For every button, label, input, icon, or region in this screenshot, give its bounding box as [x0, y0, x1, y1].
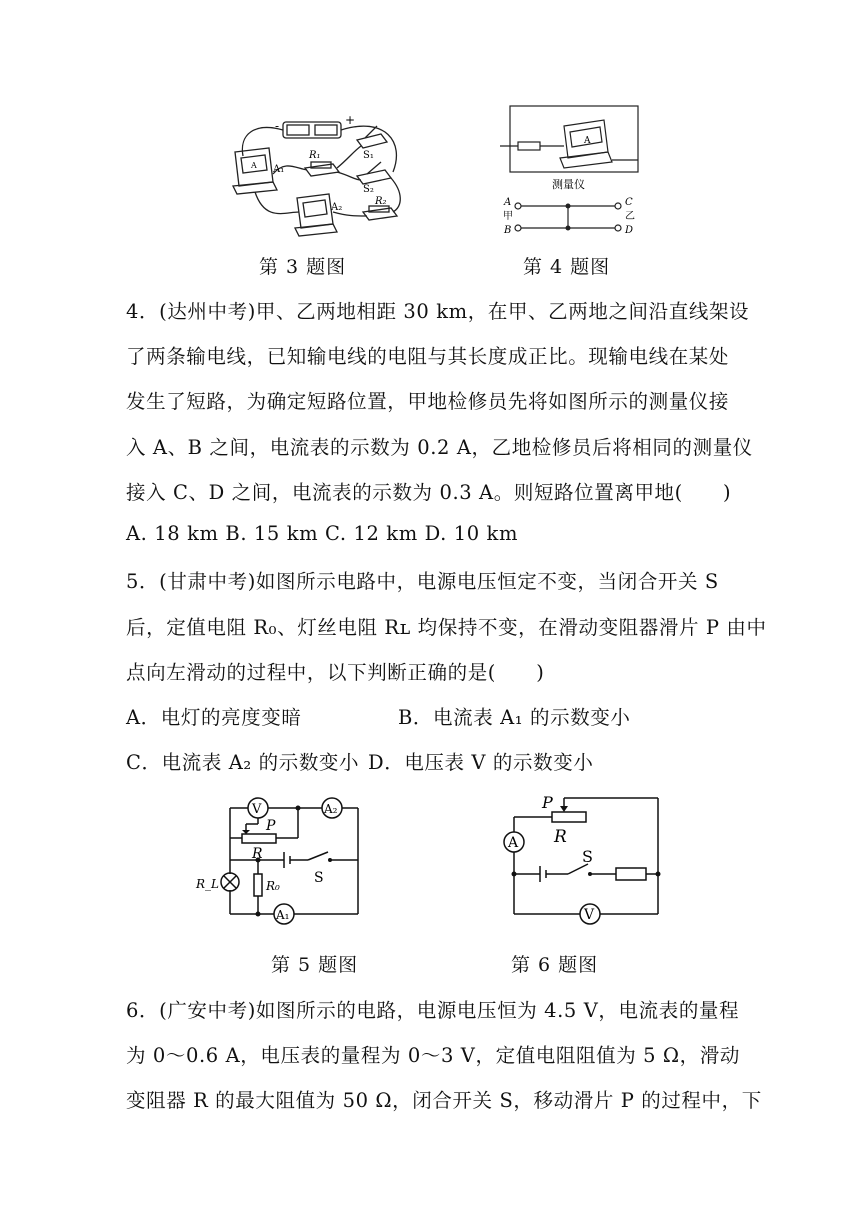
- q4-line-2: 了两条输电线，已知输电线的电阻与其长度成正比。现输电线在某处: [126, 345, 730, 368]
- q4-line-5: 接入 C、D 之间，电流表的示数为 0.3 A。则短路位置离甲地( ): [126, 481, 732, 504]
- fig5-a1-label: A₁: [276, 908, 290, 922]
- fig4-instrument-label: 测量仪: [552, 178, 585, 191]
- fig6-v-label: V: [584, 907, 595, 923]
- fig6-r-label: R: [554, 827, 567, 847]
- fig4-jia-label: 甲: [503, 211, 513, 222]
- fig5-r0-label: R₀: [266, 879, 280, 893]
- fig6-p-label: P: [542, 793, 553, 812]
- figure-6-caption: 第 6 题图: [511, 954, 599, 976]
- q5-option-c: C．电流表 A₂ 的示数变小: [126, 751, 360, 774]
- fig3-a1-label: A₁: [273, 164, 285, 175]
- fig5-r-label: R: [252, 846, 263, 862]
- fig5-rl-label: R_L: [196, 877, 220, 891]
- fig4-b-label: B: [504, 225, 512, 236]
- fig3-r2-label: R₂: [375, 196, 387, 207]
- q6-line-1: 6．(广安中考)如图所示的电路，电源电压恒为 4.5 V，电流表的量程: [126, 999, 740, 1022]
- fig4-c-label: C: [625, 197, 633, 208]
- q5-line-1: 5．(甘肃中考)如图所示电路中，电源电压恒定不变，当闭合开关 S: [126, 570, 719, 593]
- fig3-a-meter-label: A: [251, 161, 257, 170]
- fig3-a2-label: A₂: [331, 202, 343, 213]
- q5-line-2: 后，定值电阻 R₀、灯丝电阻 Rʟ 均保持不变，在滑动变阻器滑片 P 由中: [126, 616, 767, 639]
- figure-4-measuring: [500, 102, 650, 242]
- fig3-minus-label: -: [275, 119, 280, 133]
- figure-5-caption: 第 5 题图: [271, 954, 359, 976]
- fig6-s-label: S: [582, 847, 593, 866]
- q4-line-1: 4．(达州中考)甲、乙两地相距 30 km，在甲、乙两地之间沿直线架设: [126, 300, 750, 323]
- fig4-d-label: D: [625, 225, 634, 236]
- fig4-meter-label: A: [584, 136, 591, 146]
- q5-line-3: 点向左滑动的过程中，以下判断正确的是( ): [126, 661, 545, 684]
- figure-3-caption: 第 3 题图: [259, 256, 347, 278]
- q5-option-a: A．电灯的亮度变暗: [126, 706, 302, 729]
- q5-option-d: D．电压表 V 的示数变小: [368, 751, 594, 774]
- figure-4-caption: 第 4 题图: [523, 256, 611, 278]
- fig5-a2-label: A₂: [324, 802, 338, 816]
- q4-options: A. 18 km B. 15 km C. 12 km D. 10 km: [126, 522, 519, 545]
- fig3-s1-label: S₁: [363, 150, 374, 161]
- fig4-yi-label: 乙: [625, 211, 635, 222]
- fig3-plus-label: +: [345, 113, 356, 127]
- fig6-a-label: A: [508, 835, 519, 851]
- fig3-r1-label: R₁: [309, 150, 321, 161]
- fig4-a-label: A: [504, 197, 512, 208]
- figure-5-circuit: [190, 790, 380, 930]
- fig3-s2-label: S₂: [363, 184, 374, 195]
- fig5-s-label: S: [314, 870, 324, 886]
- q6-line-3: 变阻器 R 的最大阻值为 50 Ω，闭合开关 S，移动滑片 P 的过程中，下: [126, 1089, 762, 1112]
- q6-line-2: 为 0～0.6 A，电压表的量程为 0～3 V，定值电阻阻值为 5 Ω，滑动: [126, 1044, 740, 1067]
- fig5-v-label: V: [252, 802, 262, 817]
- fig5-p-label: P: [266, 818, 276, 834]
- q4-line-3: 发生了短路，为确定短路位置，甲地检修员先将如图所示的测量仪接: [126, 390, 730, 413]
- q5-option-b: B．电流表 A₁ 的示数变小: [398, 706, 631, 729]
- figure-6-circuit: [498, 786, 668, 926]
- q4-line-4: 入 A、B 之间，电流表的示数为 0.2 A，乙地检修员后将相同的测量仪: [126, 436, 753, 459]
- figure-3-circuit: [225, 112, 415, 242]
